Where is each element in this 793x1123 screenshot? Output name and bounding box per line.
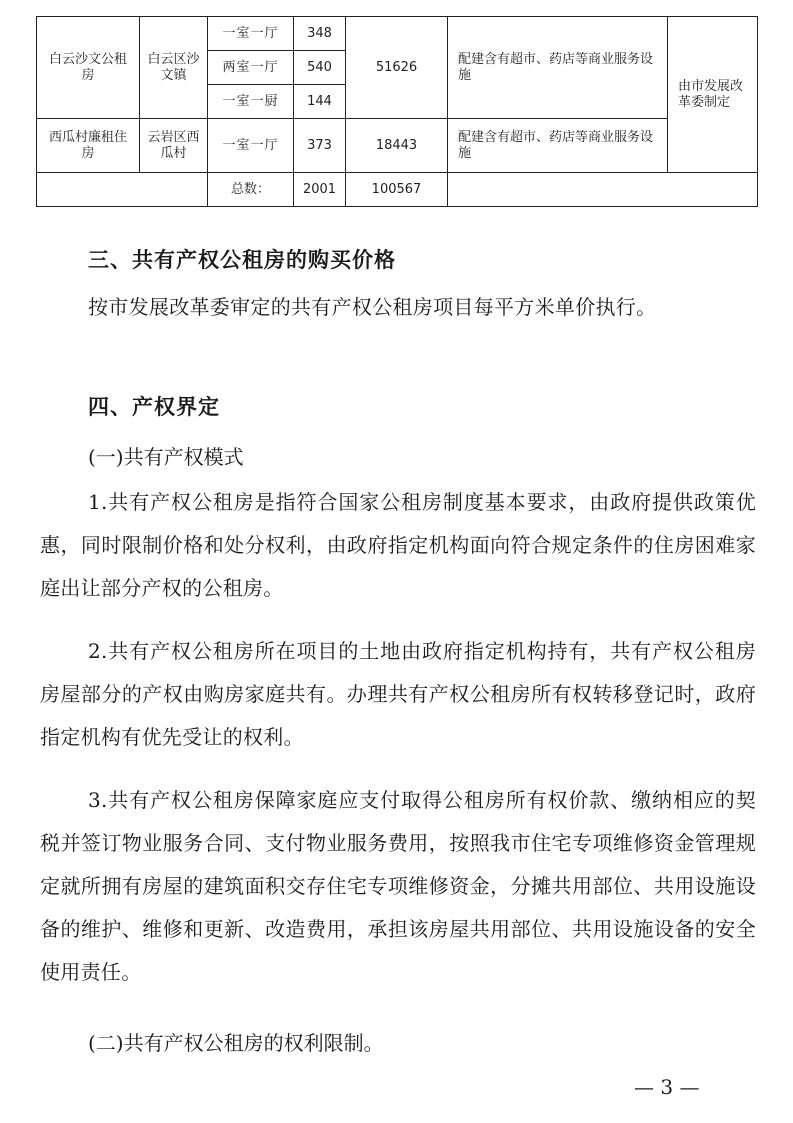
total-area-cell: 100567 bbox=[346, 173, 448, 207]
total-label-cell: 总数： bbox=[208, 173, 294, 207]
unit-count-cell: 540 bbox=[294, 51, 346, 85]
unit-count-cell: 348 bbox=[294, 17, 346, 51]
unit-type-cell: 两室一厅 bbox=[208, 51, 294, 85]
table-row bbox=[37, 17, 758, 51]
location-cell: 白云区沙文镇 bbox=[140, 17, 208, 119]
table-row bbox=[37, 119, 758, 173]
unit-count-cell: 373 bbox=[294, 119, 346, 173]
unit-type-cell: 一室一厅 bbox=[208, 119, 294, 173]
unit-type-cell: 一室一厅 bbox=[208, 17, 294, 51]
empty-cell bbox=[448, 173, 758, 207]
table-total-row bbox=[37, 173, 758, 207]
facilities-cell: 配建含有超市、药店等商业服务设施 bbox=[448, 17, 668, 119]
page-number: — 3 — bbox=[634, 1075, 700, 1099]
subsection-2-heading: (二)共有产权公租房的权利限制。 bbox=[88, 1031, 384, 1055]
unit-count-cell: 144 bbox=[294, 85, 346, 119]
section-4-heading: 四、产权界定 bbox=[88, 395, 220, 419]
section-3-heading: 三、共有产权公租房的购买价格 bbox=[88, 248, 396, 272]
empty-cell bbox=[37, 173, 208, 207]
paragraph-2: 2.共有产权公租房所在项目的土地由政府指定机构持有，共有产权公租房房屋部分的产权由购房家庭共有。办理共有产权公租房所有权转移登记时，政府指定机构有优先受让的权利。 bbox=[40, 639, 756, 749]
project-name-cell: 西瓜村廉租住房 bbox=[37, 119, 140, 173]
area-cell: 51626 bbox=[346, 17, 448, 119]
subsection-1-heading: (一)共有产权模式 bbox=[88, 445, 244, 469]
unit-type-cell: 一室一厨 bbox=[208, 85, 294, 119]
area-cell: 18443 bbox=[346, 119, 448, 173]
facilities-cell: 配建含有超市、药店等商业服务设施 bbox=[448, 119, 668, 173]
paragraph-3: 3.共有产权公租房保障家庭应支付取得公租房所有权价款、缴纳相应的契税并签订物业服务合同、支付物业服务费用，按照我市住宅专项维修资金管理规定就所拥有房屋的建筑面积交存住宅专项维修资金，分摊共用部位、共用设施设备的维护、维修和更新、改造费用，承担该房屋共用部位、共用设施设备的安全使用责任。 bbox=[40, 788, 756, 984]
project-name-cell: 白云沙文公租房 bbox=[37, 17, 140, 119]
paragraph-1: 1.共有产权公租房是指符合国家公租房制度基本要求，由政府提供政策优惠，同时限制价格和处分权利，由政府指定机构面向符合规定条件的住房困难家庭出让部分产权的公租房。 bbox=[40, 490, 756, 600]
total-units-cell: 2001 bbox=[294, 173, 346, 207]
location-cell: 云岩区西瓜村 bbox=[140, 119, 208, 173]
housing-table bbox=[36, 16, 758, 207]
section-3-body: 按市发展改革委审定的共有产权公租房项目每平方米单价执行。 bbox=[88, 295, 657, 319]
pricing-note-cell: 由市发展改革委制定 bbox=[668, 17, 758, 173]
